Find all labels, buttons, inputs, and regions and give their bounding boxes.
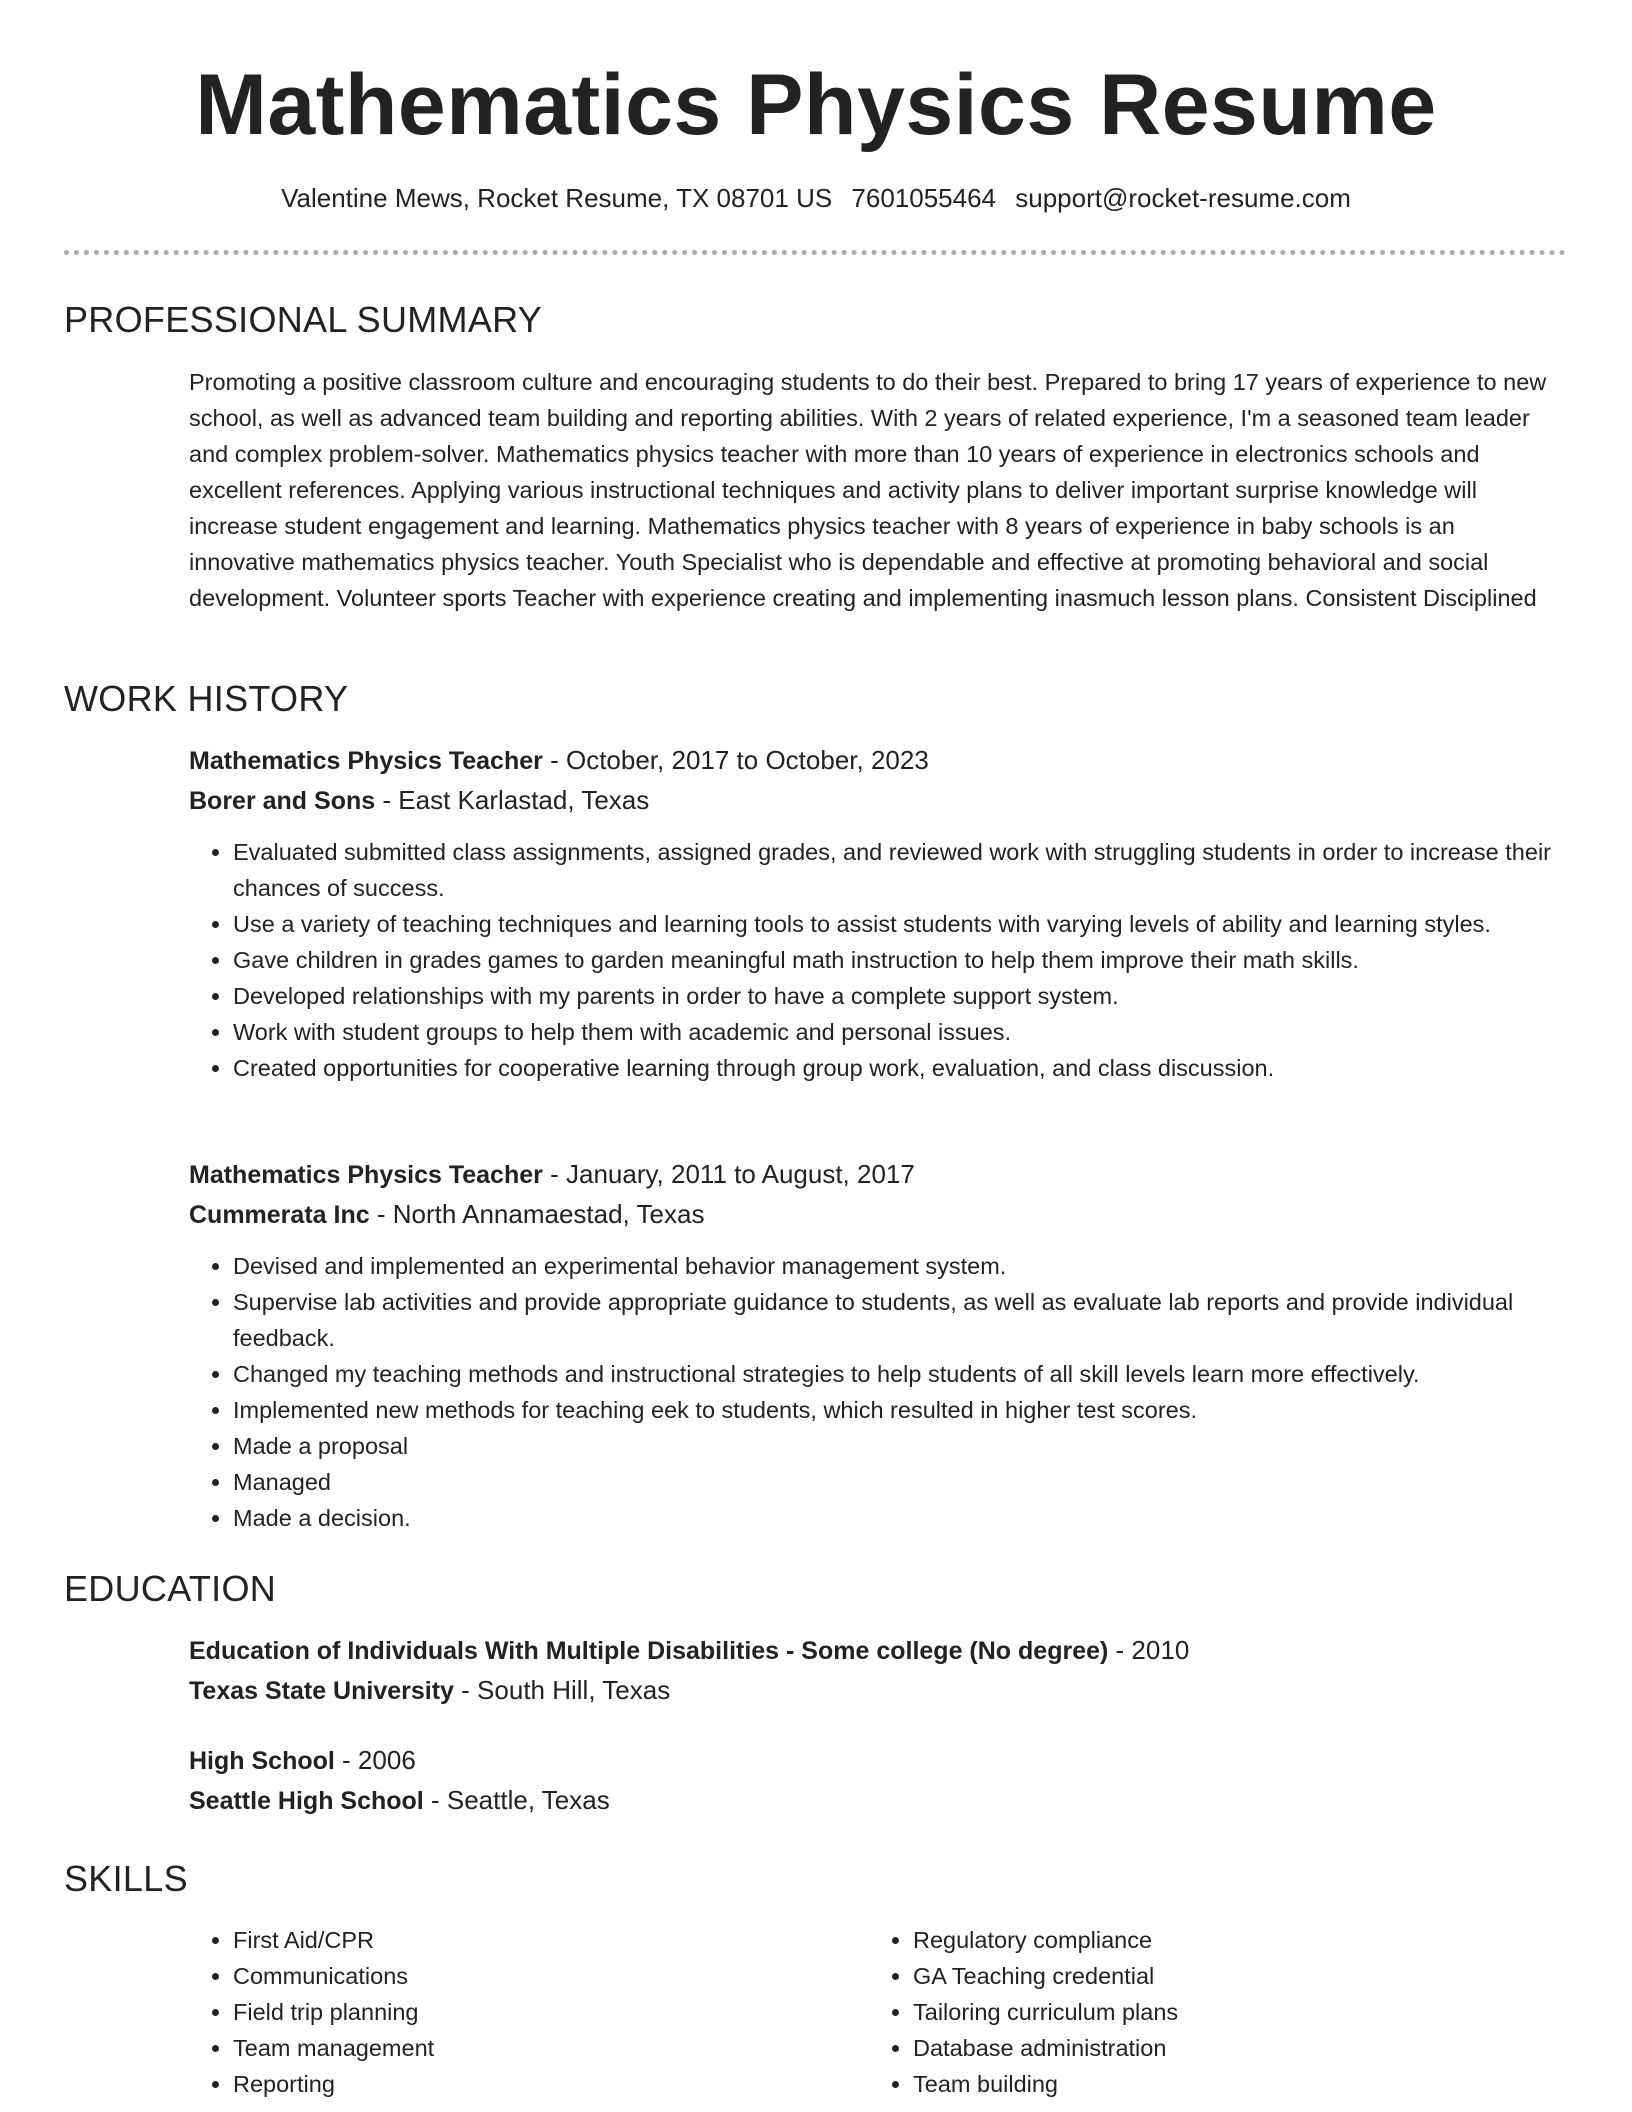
job-title: Mathematics Physics Teacher (189, 747, 543, 775)
list-item: • Field trip planning (233, 1994, 853, 2030)
list-item: • Regulatory compliance (913, 1922, 1533, 1958)
list-item: • Made a proposal (233, 1428, 1573, 1464)
job-title: Mathematics Physics Teacher (189, 1161, 543, 1189)
job-dates: - October, 2017 to October, 2023 (542, 745, 929, 775)
list-item: • Devised and implemented an experimental behavior management system. (233, 1248, 1573, 1284)
education-year: - 2010 (1108, 1635, 1190, 1665)
contact-phone: 7601055464 (851, 183, 997, 213)
education-school: Seattle High School (189, 1787, 424, 1815)
section-heading-work: WORK HISTORY (64, 678, 349, 719)
job-location: - North Annamaestad, Texas (369, 1199, 705, 1229)
job-bullets (189, 1248, 1573, 1536)
list-item: • Gave children in grades games to garden meaningful math instruction to help them improve their math skills. (233, 942, 1573, 978)
header-divider (64, 250, 1566, 255)
education-school: Texas State University (189, 1677, 454, 1705)
education-degree-line (189, 1630, 1569, 1671)
list-item: • Database administration (913, 2030, 1533, 2066)
list-item: • Tailoring curriculum plans (913, 1994, 1533, 2030)
job-location: - East Karlastad, Texas (375, 785, 650, 815)
list-item: • Evaluated submitted class assignments, assigned grades, and reviewed work with struggling students in order to increase their chances of success. (233, 834, 1573, 906)
list-item: • Team management (233, 2030, 853, 2066)
education-year: - 2006 (334, 1745, 416, 1775)
job-bullets (189, 834, 1573, 1086)
list-item: • Made a decision. (233, 1500, 1573, 1536)
section-heading-skills: SKILLS (64, 1858, 188, 1899)
summary-text: Promoting a positive classroom culture and encouraging students to do their best. Prepared to bring 17 years of experience to new school, as well as advanced team building and reporting abilities. With 2 years of related experience, I'm a seasoned team leader and complex problem-solver. Mathematics physics teacher with more than 10 years of experience in electronics schools and excellent references. Applying various instructional techniques and activity plans to deliver important surprise knowledge will increase student engagement and learning. Mathematics physics teacher with 8 years of experience in baby schools is an innovative mathematics physics teacher. Youth Specialist who is dependable and effective at promoting behavioral and social development. Volunteer sports Teacher with experience creating and implementing inasmuch lesson plans. Consistent Disciplined (189, 369, 1547, 611)
education-location: - South Hill, Texas (453, 1675, 671, 1705)
list-item: • Use a variety of teaching techniques and learning tools to assist students with varying levels of ability and learning styles. (233, 906, 1573, 942)
education-degree: High School (189, 1747, 335, 1775)
list-item: • Changed my teaching methods and instructional strategies to help students of all skill levels learn more effectively. (233, 1356, 1573, 1392)
list-item: • Communications (233, 1958, 853, 1994)
education-degree: Education of Individuals With Multiple Disabilities - Some college (No degree) (189, 1637, 1109, 1665)
job-company-line (189, 1194, 1569, 1235)
list-item: • Team building (913, 2066, 1533, 2102)
list-item: • Reporting (233, 2066, 853, 2102)
education-location: - Seattle, Texas (423, 1785, 610, 1815)
contact-line (0, 178, 1632, 218)
job-company: Cummerata Inc (189, 1201, 370, 1229)
job-dates: - January, 2011 to August, 2017 (542, 1159, 915, 1189)
list-item: • Supervise lab activities and provide appropriate guidance to students, as well as evaluate lab reports and provide individual feedback. (233, 1284, 1573, 1356)
job-company-line (189, 780, 1569, 821)
list-item: • Managed (233, 1464, 1573, 1500)
skills-list-left (189, 1922, 853, 2102)
education-school-line (189, 1780, 1569, 1821)
section-heading-summary: PROFESSIONAL SUMMARY (64, 299, 543, 340)
contact-address: Valentine Mews, Rocket Resume, TX 08701 US (281, 183, 833, 213)
list-item: • Developed relationships with my parents in order to have a complete support system. (233, 978, 1573, 1014)
list-item: • Created opportunities for cooperative learning through group work, evaluation, and class discussion. (233, 1050, 1573, 1086)
education-school-line (189, 1670, 1569, 1711)
education-degree-line (189, 1740, 1569, 1781)
list-item: • Work with student groups to help them with academic and personal issues. (233, 1014, 1573, 1050)
job-title-line (189, 740, 1569, 781)
skills-list-right (869, 1922, 1533, 2102)
job-title-line (189, 1154, 1569, 1195)
list-item: • GA Teaching credential (913, 1958, 1533, 1994)
list-item: • First Aid/CPR (233, 1922, 853, 1958)
list-item: • Implemented new methods for teaching eek to students, which resulted in higher test scores. (233, 1392, 1573, 1428)
section-heading-education: EDUCATION (64, 1568, 277, 1609)
contact-email: support@rocket-resume.com (1015, 183, 1351, 213)
resume-title: Mathematics Physics Resume (195, 57, 1437, 153)
job-company: Borer and Sons (189, 787, 376, 815)
